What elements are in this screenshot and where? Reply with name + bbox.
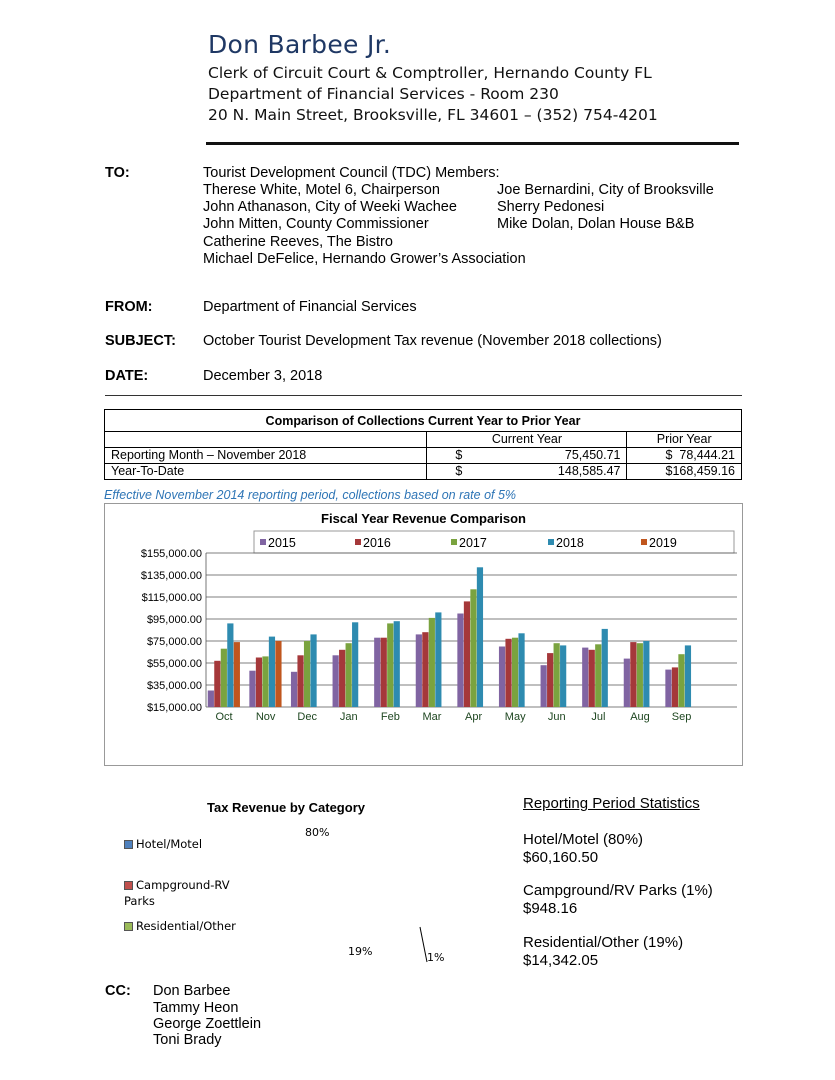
to-label: TO: <box>105 165 130 181</box>
legend-label: 2017 <box>459 536 487 550</box>
prior-value: 78,444.21 <box>679 448 735 462</box>
legend-swatch <box>124 922 133 931</box>
from-value: Department of Financial Services <box>203 299 417 315</box>
bar <box>470 589 476 707</box>
legend-label: 2018 <box>556 536 584 550</box>
table-row <box>105 464 742 480</box>
x-tick-label: Feb <box>380 711 400 723</box>
legend-label: 2015 <box>268 536 296 550</box>
table-header-prior: Prior Year <box>627 432 742 448</box>
rate-note: Effective November 2014 reporting period, collections based on rate of 5% <box>104 488 517 502</box>
x-tick-label: Mar <box>422 711 442 723</box>
member-right-2: Sherry Pedonesi <box>497 199 605 215</box>
y-tick-label: $55,000.00 <box>146 658 202 670</box>
legend-swatch <box>548 539 554 545</box>
bar <box>477 567 483 707</box>
bar <box>547 653 553 707</box>
y-tick-label: $95,000.00 <box>146 614 202 626</box>
bar <box>275 641 281 707</box>
bar <box>582 648 588 707</box>
x-tick-label: Oct <box>215 711 233 723</box>
row-prior <box>627 464 742 480</box>
table-row <box>105 448 742 464</box>
fiscal-year-chart <box>104 503 743 766</box>
y-tick-label: $135,000.00 <box>140 570 202 582</box>
bar <box>560 645 566 707</box>
pie-legend-residential <box>124 918 236 934</box>
x-tick-label: Aug <box>630 711 650 723</box>
legend-label: 2016 <box>363 536 391 550</box>
current-value: 148,585.47 <box>557 464 621 478</box>
pie-chart-title: Tax Revenue by Category <box>207 800 365 815</box>
pie-leader-line <box>418 925 430 965</box>
subject-value: October Tourist Development Tax revenue (November 2018 collections) <box>203 333 662 349</box>
bar <box>227 623 233 707</box>
legend-swatch <box>641 539 647 545</box>
currency-symbol: $ <box>455 464 463 478</box>
bar <box>429 618 435 707</box>
table-title: Comparison of Collections Current Year to Prior Year <box>105 410 742 432</box>
member-left-4: Catherine Reeves, The Bistro <box>203 234 393 250</box>
stat-campground-label: Campground/RV Parks (1%) <box>523 882 713 899</box>
bar <box>234 642 240 707</box>
pie-label-residential: 19% <box>348 945 373 958</box>
bar <box>374 638 380 707</box>
pie-legend-hotel <box>124 836 202 852</box>
bar <box>291 672 297 707</box>
bar <box>394 621 400 707</box>
bar <box>339 650 345 707</box>
bar <box>310 634 316 707</box>
bar-chart-svg <box>105 504 742 765</box>
bar <box>665 670 671 707</box>
member-right-1: Joe Bernardini, City of Brooksville <box>497 182 714 198</box>
legend-swatch <box>260 539 266 545</box>
bar <box>346 643 352 707</box>
cc-label: CC: <box>105 983 131 999</box>
bar <box>499 647 505 708</box>
memo-divider <box>105 395 742 396</box>
table-header-current: Current Year <box>427 432 627 448</box>
bar <box>464 601 470 707</box>
current-value: 75,450.71 <box>564 448 621 462</box>
bar <box>630 642 636 707</box>
y-tick-label: $115,000.00 <box>141 592 202 604</box>
legend-label: Hotel/Motel <box>136 837 203 851</box>
row-current <box>427 448 627 464</box>
x-tick-label: May <box>504 711 526 723</box>
x-tick-label: Jan <box>339 711 358 723</box>
y-tick-label: $35,000.00 <box>146 680 202 692</box>
letterhead-address: 20 N. Main Street, Brooksville, FL 34601 – (352) 754-4201 <box>208 106 658 124</box>
bar <box>262 656 268 707</box>
chart-title: Fiscal Year Revenue Comparison <box>321 511 526 526</box>
member-left-5: Michael DeFelice, Hernando Grower’s Association <box>203 251 526 267</box>
bar <box>352 622 358 707</box>
collections-comparison-table <box>104 409 742 480</box>
bar <box>512 638 518 707</box>
bar <box>518 633 524 707</box>
bar <box>208 691 214 708</box>
bar <box>589 650 595 707</box>
currency-symbol: $ <box>665 464 673 478</box>
bar <box>256 658 262 708</box>
bar <box>422 632 428 707</box>
legend-swatch <box>355 539 361 545</box>
bar <box>304 641 310 707</box>
bar <box>457 614 463 708</box>
bar <box>672 667 678 707</box>
currency-symbol: $ <box>665 448 673 462</box>
pie-label-hotel: 80% <box>305 826 330 839</box>
bar <box>435 612 441 707</box>
stat-residential-value: $14,342.05 <box>523 952 599 969</box>
x-tick-label: Nov <box>255 711 276 723</box>
pie-legend-campground <box>124 877 234 909</box>
cc-name-3: George Zoettlein <box>153 1016 262 1032</box>
x-tick-label: Jun <box>547 711 566 723</box>
row-label: Year-To-Date <box>105 464 427 480</box>
bar <box>602 629 608 707</box>
letterhead-department: Department of Financial Services - Room 230 <box>208 85 559 103</box>
date-value: December 3, 2018 <box>203 368 323 384</box>
member-left-3: John Mitten, County Commissioner <box>203 216 429 232</box>
stat-hotel-label: Hotel/Motel (80%) <box>523 831 644 848</box>
x-tick-label: Jul <box>591 711 606 723</box>
date-label: DATE: <box>105 368 149 384</box>
bar <box>541 665 547 707</box>
stat-residential-label: Residential/Other (19%) <box>523 934 684 951</box>
cc-name-2: Tammy Heon <box>153 1000 239 1016</box>
x-tick-label: Sep <box>671 711 692 723</box>
bar <box>685 645 691 707</box>
bar <box>637 643 643 707</box>
legend-label: Residential/Other <box>136 919 236 933</box>
stat-hotel-value: $60,160.50 <box>523 849 599 866</box>
subject-label: SUBJECT: <box>105 333 176 349</box>
y-tick-label: $155,000.00 <box>140 548 202 560</box>
legend-swatch <box>451 539 457 545</box>
prior-value: 168,459.16 <box>672 464 735 478</box>
pie-label-campground: 1% <box>427 951 445 964</box>
member-left-2: John Athanason, City of Weeki Wachee <box>203 199 457 215</box>
y-tick-label: $75,000.00 <box>146 636 202 648</box>
row-label: Reporting Month – November 2018 <box>105 448 427 464</box>
legend-swatch <box>124 881 133 890</box>
bar <box>643 641 649 707</box>
letterhead-title: Clerk of Circuit Court & Comptroller, Hernando County FL <box>208 64 652 82</box>
bar <box>387 623 393 707</box>
x-tick-label: Dec <box>297 711 317 723</box>
bar <box>333 655 339 707</box>
from-label: FROM: <box>105 299 153 315</box>
row-current <box>427 464 627 480</box>
legend-label: 2019 <box>649 536 677 550</box>
legend-label: Campground-RV Parks <box>124 878 230 908</box>
bar <box>381 638 387 707</box>
letterhead-divider <box>206 142 739 145</box>
bar <box>416 634 422 707</box>
member-right-3: Mike Dolan, Dolan House B&B <box>497 216 695 232</box>
bar <box>249 671 255 707</box>
cc-name-1: Don Barbee <box>153 983 231 999</box>
bar <box>505 639 511 707</box>
cc-name-4: Toni Brady <box>153 1032 222 1048</box>
member-left-1: Therese White, Motel 6, Chairperson <box>203 182 440 198</box>
x-tick-label: Apr <box>465 711 483 723</box>
to-intro: Tourist Development Council (TDC) Members: <box>203 165 500 181</box>
letterhead-name: Don Barbee Jr. <box>208 30 392 59</box>
table-header-blank <box>105 432 427 448</box>
bar <box>554 643 560 707</box>
currency-symbol: $ <box>455 448 463 462</box>
bar <box>214 661 220 707</box>
stat-campground-value: $948.16 <box>523 900 578 917</box>
legend-swatch <box>124 840 133 849</box>
bar <box>269 637 275 707</box>
bar <box>624 659 630 707</box>
stats-title: Reporting Period Statistics <box>523 795 700 812</box>
bar <box>678 654 684 707</box>
y-tick-label: $15,000.00 <box>146 702 202 714</box>
bar <box>297 655 303 707</box>
bar <box>221 649 227 707</box>
bar <box>595 644 601 707</box>
row-prior <box>627 448 742 464</box>
